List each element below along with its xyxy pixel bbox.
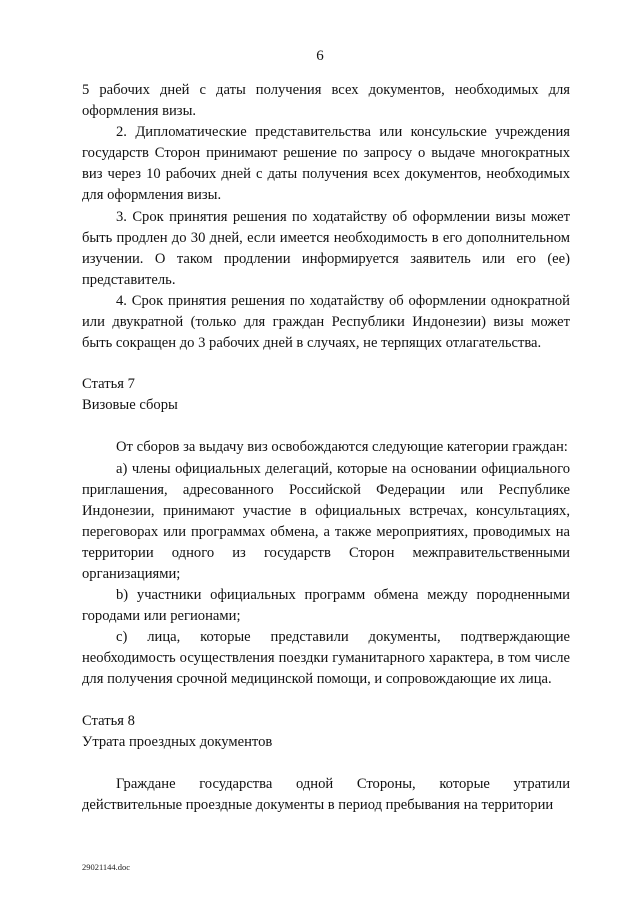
article-7-item-b: b) участники официальных программ обмена между породненными городами или регионами; (82, 587, 570, 625)
paragraph-item-3: 3. Срок принятия решения по ходатайству об оформлении визы может быть продлен до 30 дней, если имеется необходимость в его дополнительном изучении. О таком продлении информируется заявитель или его (ее) представитель. (82, 208, 570, 288)
article-7-title: Визовые сборы (82, 397, 178, 414)
article-8-number: Статья 8 (82, 712, 135, 729)
article-8-paragraph: Граждане государства одной Стороны, которые утратили действительные проездные документы в период пребывания на территории (82, 775, 570, 813)
article-7-item-a: a) члены официальных делегаций, которые на основании официального приглашения, адресованного Российской Федерации или Республике Индонезии, принимают участие в официальных встречах, консультациях, переговорах или программах обмена, а также мероприятиях, проводимых на территории одного из государств Сторон межправительственными организациями; (82, 460, 570, 582)
paragraph-item-2: 2. Дипломатические представительства или консульские учреждения государств Сторон принимают решение по запросу о выдаче многократных виз через 10 рабочих дней с даты получения всех документов, необходимых для оформления визы. (82, 124, 570, 204)
paragraph-continuation: 5 рабочих дней с даты получения всех документов, необходимых для оформления визы. (82, 82, 570, 120)
footer-document-code: 29021144.doc (82, 862, 131, 872)
article-7-number: Статья 7 (82, 376, 135, 393)
article-7-item-c: c) лица, которые представили документы, подтверждающие необходимость осуществления поездки гуманитарного характера, в том числе для получения срочной медицинской помощи, и сопровождающие их лица. (82, 629, 570, 688)
document-body (82, 80, 570, 816)
article-8-title: Утрата проездных документов (82, 733, 273, 750)
page-number: 6 (316, 48, 324, 64)
paragraph-item-4: 4. Срок принятия решения по ходатайству об оформлении однократной или двукратной (только для граждан Республики Индонезии) визы может быть сокращен до 3 рабочих дней в случаях, не терпящих отлагательства. (82, 292, 570, 352)
article-7-intro: От сборов за выдачу виз освобождаются следующие категории граждан: (116, 439, 568, 456)
